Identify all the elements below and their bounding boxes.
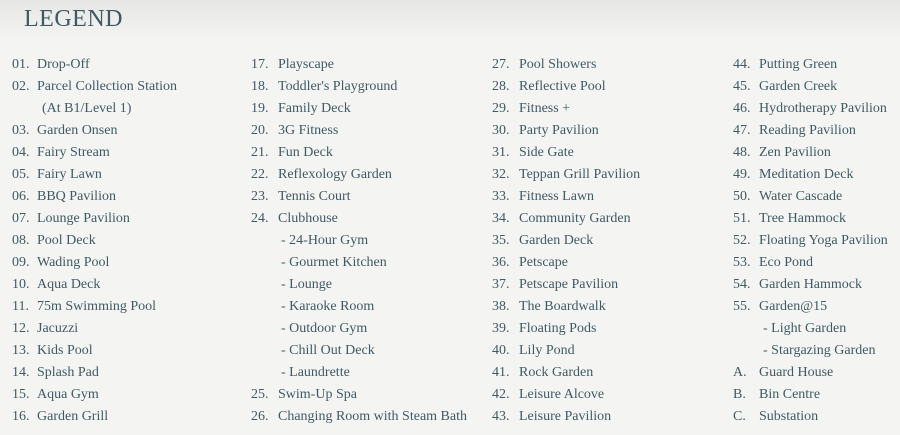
legend-subitem: - Gourmet Kitchen [281, 255, 387, 270]
legend-number: 25. [251, 387, 269, 402]
legend-number: 53. [733, 255, 751, 270]
legend-number: 44. [733, 57, 751, 72]
legend-number: 48. [733, 145, 751, 160]
legend-label: Garden Hammock [759, 277, 863, 292]
legend-subitem: - 24-Hour Gym [281, 233, 369, 248]
legend-label: Leisure Alcove [519, 387, 605, 402]
legend-label: Splash Pad [37, 365, 99, 380]
legend-number: 09. [12, 255, 30, 270]
legend-label: Clubhouse [278, 211, 338, 226]
legend-number: 22. [251, 167, 269, 182]
legend-subitem: - Stargazing Garden [763, 343, 876, 358]
legend-number: 27. [492, 57, 510, 72]
legend-number: 46. [733, 101, 751, 116]
legend-number: 13. [12, 343, 30, 358]
legend-number: 39. [492, 321, 510, 336]
legend-label: Zen Pavilion [759, 145, 831, 160]
legend-label: Playscape [278, 57, 334, 72]
legend-subitem: - Laundrette [281, 365, 350, 380]
legend-label: Wading Pool [37, 255, 110, 270]
legend-number: 19. [251, 101, 269, 116]
legend-number: 35. [492, 233, 510, 248]
legend-number: 06. [12, 189, 30, 204]
legend-number: 23. [251, 189, 269, 204]
legend-subitem: - Karaoke Room [281, 299, 375, 314]
legend-subitem: - Chill Out Deck [281, 343, 375, 358]
legend-number: 24. [251, 211, 269, 226]
legend-number: 41. [492, 365, 510, 380]
legend-label: 3G Fitness [278, 123, 339, 138]
legend-label: Lounge Pavilion [37, 211, 130, 226]
legend-label: Teppan Grill Pavilion [519, 167, 641, 182]
legend-number: 52. [733, 233, 751, 248]
legend-number: 21. [251, 145, 269, 160]
legend-number: 51. [733, 211, 751, 226]
legend-label: Changing Room with Steam Bath [278, 409, 467, 424]
legend-number: B. [733, 387, 746, 402]
legend-number: 37. [492, 277, 510, 292]
legend-number: 38. [492, 299, 510, 314]
legend-number: 42. [492, 387, 510, 402]
legend-number: 28. [492, 79, 510, 94]
legend-title: LEGEND [24, 6, 123, 32]
legend-number: 01. [12, 57, 30, 72]
legend-label: Lily Pond [519, 343, 575, 358]
legend-label: Garden@15 [759, 299, 828, 314]
legend-label: Floating Pods [519, 321, 597, 336]
legend-number: 55. [733, 299, 751, 314]
legend-number: 15. [12, 387, 30, 402]
legend-number: 18. [251, 79, 269, 94]
legend-label: Drop-Off [37, 57, 90, 72]
header-shade [0, 0, 900, 40]
legend-number: A. [733, 365, 747, 380]
legend-subitem: - Light Garden [763, 321, 847, 336]
legend-label: Tree Hammock [759, 211, 846, 226]
legend-label: Reading Pavilion [759, 123, 856, 138]
legend-subitem: - Lounge [281, 277, 332, 292]
legend-label: Party Pavilion [519, 123, 599, 138]
legend-label: Kids Pool [37, 343, 93, 358]
legend-number: 08. [12, 233, 30, 248]
legend-number: 02. [12, 79, 30, 94]
legend-number: 34. [492, 211, 510, 226]
legend-label: Swim-Up Spa [278, 387, 357, 402]
legend-label: Water Cascade [759, 189, 843, 204]
legend-label: Fun Deck [278, 145, 333, 160]
legend-subitem: (At B1/Level 1) [42, 101, 132, 116]
legend-number: 54. [733, 277, 751, 292]
legend-number: 45. [733, 79, 751, 94]
legend-number: 12. [12, 321, 30, 336]
legend-label: Putting Green [759, 57, 838, 72]
legend-number: 29. [492, 101, 510, 116]
legend-number: 32. [492, 167, 510, 182]
legend-label: Garden Deck [519, 233, 594, 248]
legend-label: Fitness Lawn [519, 189, 595, 204]
legend-number: 11. [12, 299, 29, 314]
legend-label: Petscape [519, 255, 568, 270]
legend-label: Fairy Lawn [37, 167, 102, 182]
legend-number: 33. [492, 189, 510, 204]
legend-number: 10. [12, 277, 30, 292]
legend-label: Fitness + [519, 101, 571, 116]
legend-label: Eco Pond [759, 255, 814, 270]
legend-number: 40. [492, 343, 510, 358]
legend-number: 36. [492, 255, 510, 270]
legend-number: 30. [492, 123, 510, 138]
legend-label: Garden Onsen [37, 123, 118, 138]
legend-number: 20. [251, 123, 269, 138]
legend-label: Hydrotherapy Pavilion [759, 101, 887, 116]
legend-label: Leisure Pavilion [519, 409, 612, 424]
legend-number: 43. [492, 409, 510, 424]
legend-label: The Boardwalk [519, 299, 606, 314]
legend-label: Rock Garden [519, 365, 594, 380]
legend-label: Community Garden [519, 211, 631, 226]
legend-label: Garden Creek [759, 79, 838, 94]
legend-subitem: - Outdoor Gym [281, 321, 368, 336]
legend-label: Pool Showers [519, 57, 597, 72]
legend-number: C. [733, 409, 746, 424]
legend-label: Toddler's Playground [278, 79, 398, 94]
legend-number: 47. [733, 123, 751, 138]
legend-label: Guard House [759, 365, 834, 380]
legend-label: Tennis Court [278, 189, 351, 204]
legend-number: 14. [12, 365, 30, 380]
legend-number: 31. [492, 145, 510, 160]
legend-label: Floating Yoga Pavilion [759, 233, 888, 248]
legend-label: Reflexology Garden [278, 167, 392, 182]
legend-label: Side Gate [519, 145, 574, 160]
legend-label: Reflective Pool [519, 79, 606, 94]
legend-number: 50. [733, 189, 751, 204]
legend-label: BBQ Pavilion [37, 189, 116, 204]
legend-label: Substation [759, 409, 819, 424]
legend-number: 07. [12, 211, 30, 226]
legend-label: Fairy Stream [37, 145, 110, 160]
legend-number: 17. [251, 57, 269, 72]
legend-label: Petscape Pavilion [519, 277, 619, 292]
legend-number: 05. [12, 167, 30, 182]
legend-number: 03. [12, 123, 30, 138]
legend-label: Jacuzzi [37, 321, 79, 336]
legend-label: 75m Swimming Pool [37, 299, 157, 314]
legend-number: 26. [251, 409, 269, 424]
legend-label: Garden Grill [37, 409, 109, 424]
legend-label: Family Deck [278, 101, 351, 116]
legend-label: Aqua Deck [37, 277, 101, 292]
legend-label: Aqua Gym [37, 387, 99, 402]
legend-label: Meditation Deck [759, 167, 854, 182]
legend-label: Pool Deck [37, 233, 96, 248]
legend-number: 04. [12, 145, 30, 160]
legend-number: 49. [733, 167, 751, 182]
legend-number: 16. [12, 409, 30, 424]
legend-label: Bin Centre [759, 387, 821, 402]
legend-label: Parcel Collection Station [37, 79, 177, 94]
